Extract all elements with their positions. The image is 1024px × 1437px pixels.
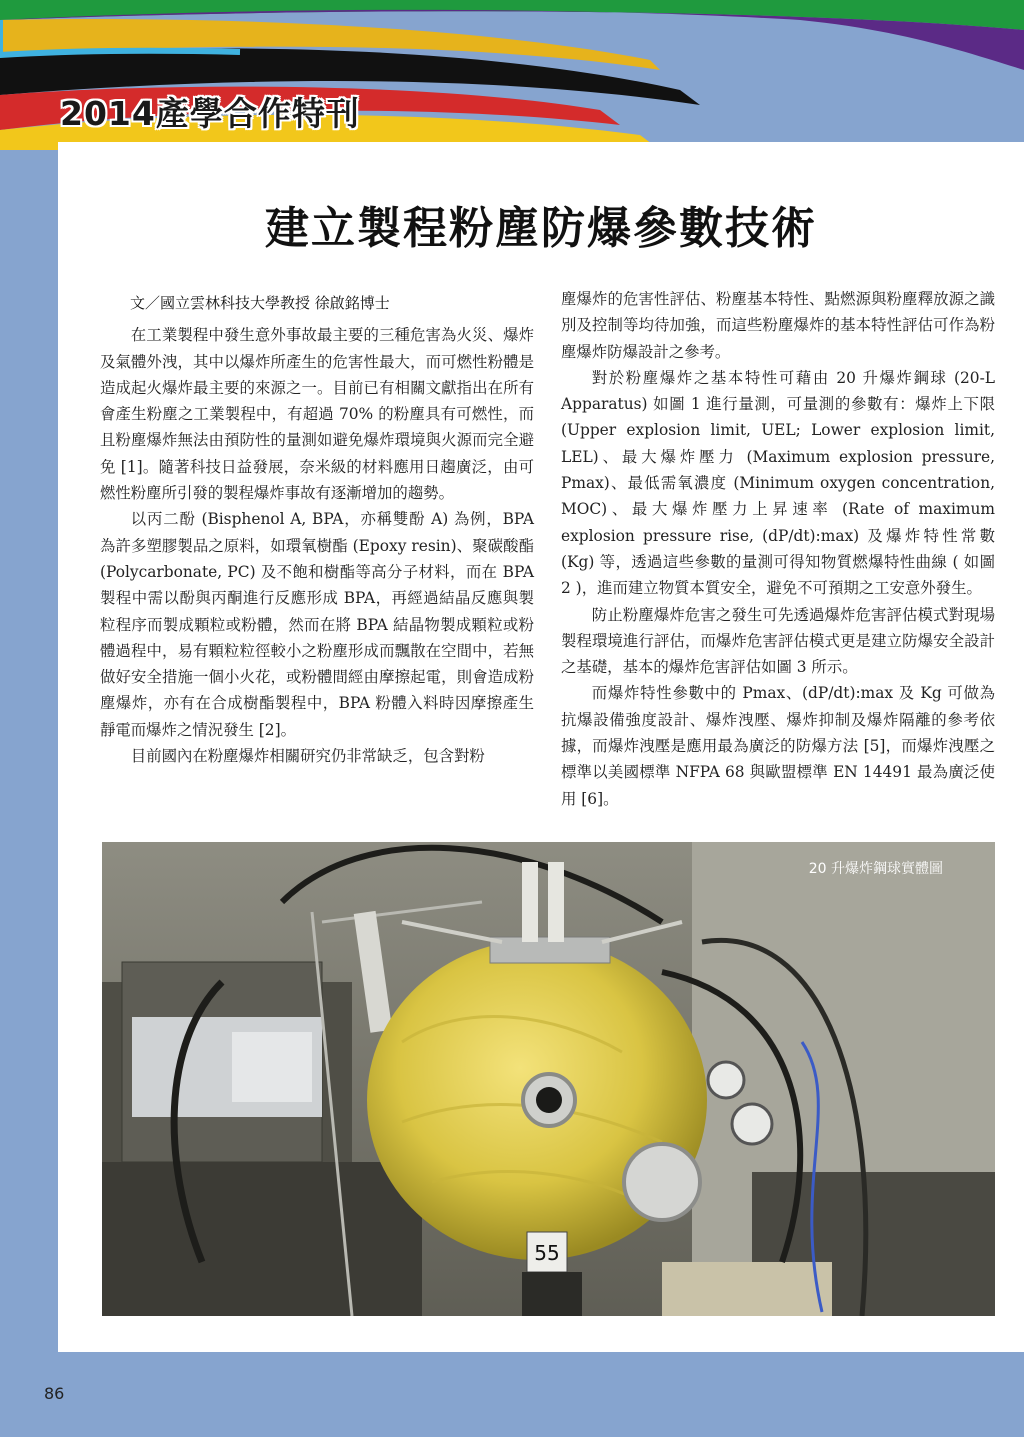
header-series-label: 產學合作特刊 — [155, 94, 360, 133]
article-page — [58, 142, 1024, 1352]
article-paragraph: 防止粉塵爆炸危害之發生可先透過爆炸危害評估模式對現場製程環境進行評估，而爆炸危害評估模式更是建立防爆安全設計之基礎，基本的爆炸危害評估如圖 3 所示。 — [561, 605, 995, 677]
article-paragraph: 塵爆炸的危害性評估、粉塵基本特性、點燃源與粉塵釋放源之識別及控制等均待加強，而這些粉塵爆炸的基本特性評估可作為粉塵爆炸防爆設計之參考。 — [561, 290, 995, 361]
article-column-right — [561, 286, 995, 812]
article-title: 建立製程粉塵防爆參數技術 — [265, 203, 817, 254]
article-paragraph: 對於粉塵爆炸之基本特性可藉由 20 升爆炸鋼球 (20-L Apparatus) 如圖 1 進行量測，可量測的參數有：爆炸上下限 (Upper explosion limit, UEL; Lower explosion limit, LEL)、最大爆炸壓力 (Maximum explosion pressure, Pmax)、最低需氧濃度 (Minimum oxygen concentration, MOC)、最大爆炸壓力上昇速率 (Rate of maximum explosion pressure rise, (dP/dt):max) 及爆炸特性常數 (Kg) 等，透過這些參數的量測可得知物質燃爆特性曲線 ( 如圖 2 )，進而建立物質本質安全，避免不可預期之工安意外發生。 — [561, 368, 995, 598]
article-paragraph: 以丙二酚 (Bisphenol A, BPA，亦稱雙酚 A) 為例，BPA 為許多塑膠製品之原料，如環氧樹酯 (Epoxy resin)、聚碳酸酯 (Polycarbonate, PC) 及不飽和樹酯等高分子材料，而在 BPA 製程中需以酚與丙酮進行反應形成 BPA，再經過結晶反應與製粒程序而製成顆粒或粉體，然而在將 BPA 結晶物製成顆粒或粉體過程中，易有顆粒粒徑較小之粉塵形成而飄散在空間中，若無做好安全措施一個小火花，或粉體間經由摩擦起電，則會造成粉塵爆炸，亦有在合成樹酯製程中，BPA 粉體入料時因摩擦產生靜電而爆炸之情況發生 [2]。 — [100, 510, 534, 739]
article-paragraph: 而爆炸特性參數中的 Pmax、(dP/dt):max 及 Kg 可做為抗爆設備強度設計、爆炸洩壓、爆炸抑制及爆炸隔離的參考依據，而爆炸洩壓是應用最為廣泛的防爆方法 [5]，而爆炸洩壓之標準以美國標準 NFPA 68 與歐盟標準 EN 14491 最為廣泛使用 [6]。 — [561, 684, 995, 808]
article-paragraph: 在工業製程中發生意外事故最主要的三種危害為火災、爆炸及氣體外洩，其中以爆炸所產生的危害性最大，而可燃性粉體是造成起火爆炸最主要的來源之一。目前已有相關文獻指出在所有會產生粉塵之工業製程中，有超過 70% 的粉塵具有可燃性，而且粉塵爆炸無法由預防性的量測如避免爆炸環境與火源而完全避免 [1]。隨著科技日益發展，奈米級的材料應用日趨廣泛，由可燃性粉塵所引發的製程爆炸事故有逐漸增加的趨勢。 — [100, 326, 534, 503]
article-column-left — [100, 290, 534, 769]
figure-tag-number: 55 — [534, 1241, 560, 1265]
page-number: 86 — [44, 1384, 65, 1403]
series-header-title — [60, 88, 360, 135]
figure-photo — [102, 842, 995, 1316]
explosion-sphere-photo — [102, 842, 995, 1316]
header-year: 2014 — [60, 94, 156, 133]
article-author: 文／國立雲林科技大學教授 徐啟銘博士 — [130, 294, 390, 312]
article-paragraph: 目前國內在粉塵爆炸相關研究仍非常缺乏，包含對粉 — [130, 747, 485, 766]
figure-caption: 20 升爆炸鋼球實體圖 — [808, 861, 943, 877]
